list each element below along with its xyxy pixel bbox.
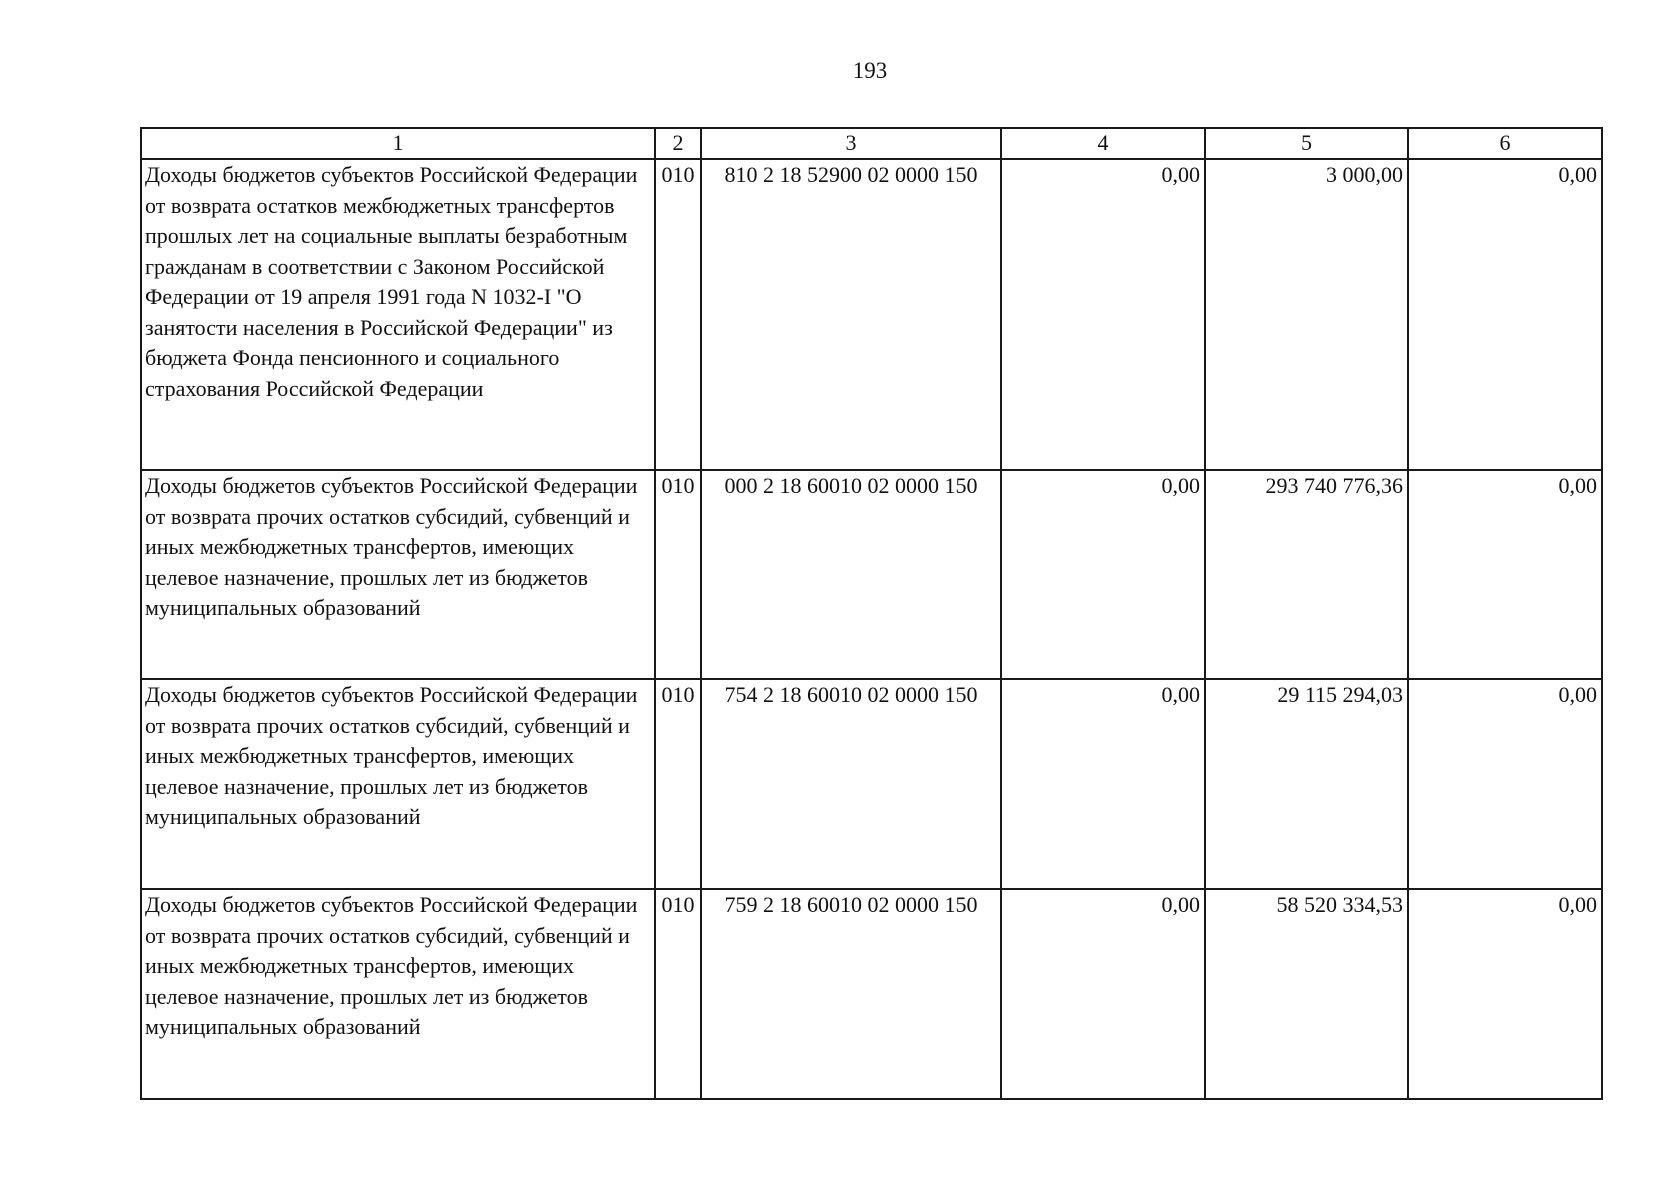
- amount-col4-cell: 0,00: [1001, 470, 1205, 679]
- amount-col5-cell: 3 000,00: [1205, 159, 1408, 470]
- table-row: [141, 470, 1602, 679]
- admin-code-cell: 010: [655, 889, 701, 1099]
- column-header-3: 3: [701, 128, 1001, 159]
- amount-col5-cell: 58 520 334,53: [1205, 889, 1408, 1099]
- page-number: 193: [852, 58, 888, 83]
- amount-col5-cell: 29 115 294,03: [1205, 679, 1408, 889]
- revenue-name-cell: Доходы бюджетов субъектов Российской Федерации от возврата остатков межбюджетных трансфертов прошлых лет на социальные выплаты безработным гражданам в соответствии с Законом Российской Федерации от 19 апреля 1991 года N 1032-I "О занятости населения в Российской Федерации" из бюджета Фонда пенсионного и социального страхования Российской Федерации: [141, 159, 655, 470]
- amount-col5-cell: 293 740 776,36: [1205, 470, 1408, 679]
- kbk-code-cell: 759 2 18 60010 02 0000 150: [701, 889, 1001, 1099]
- revenue-name-cell: Доходы бюджетов субъектов Российской Федерации от возврата прочих остатков субсидий, субвенций и иных межбюджетных трансфертов, имеющих целевое назначение, прошлых лет из бюджетов муниципальных образований: [141, 889, 655, 1099]
- amount-col6-cell: 0,00: [1408, 470, 1602, 679]
- admin-code-cell: 010: [655, 159, 701, 470]
- budget-revenue-table: [140, 127, 1603, 1100]
- admin-code-cell: 010: [655, 470, 701, 679]
- kbk-code-cell: 000 2 18 60010 02 0000 150: [701, 470, 1001, 679]
- table-row: [141, 679, 1602, 889]
- admin-code-cell: 010: [655, 679, 701, 889]
- column-header-2: 2: [655, 128, 701, 159]
- table-row: [141, 889, 1602, 1099]
- amount-col4-cell: 0,00: [1001, 889, 1205, 1099]
- column-header-6: 6: [1408, 128, 1602, 159]
- amount-col6-cell: 0,00: [1408, 889, 1602, 1099]
- column-header-5: 5: [1205, 128, 1408, 159]
- amount-col6-cell: 0,00: [1408, 679, 1602, 889]
- revenue-name-cell: Доходы бюджетов субъектов Российской Федерации от возврата прочих остатков субсидий, субвенций и иных межбюджетных трансфертов, имеющих целевое назначение, прошлых лет из бюджетов муниципальных образований: [141, 470, 655, 679]
- table-header-row: [141, 128, 1602, 159]
- table-row: [141, 159, 1602, 470]
- column-header-4: 4: [1001, 128, 1205, 159]
- amount-col4-cell: 0,00: [1001, 679, 1205, 889]
- kbk-code-cell: 754 2 18 60010 02 0000 150: [701, 679, 1001, 889]
- column-header-1: 1: [141, 128, 655, 159]
- amount-col6-cell: 0,00: [1408, 159, 1602, 470]
- amount-col4-cell: 0,00: [1001, 159, 1205, 470]
- revenue-name-cell: Доходы бюджетов субъектов Российской Федерации от возврата прочих остатков субсидий, субвенций и иных межбюджетных трансфертов, имеющих целевое назначение, прошлых лет из бюджетов муниципальных образований: [141, 679, 655, 889]
- kbk-code-cell: 810 2 18 52900 02 0000 150: [701, 159, 1001, 470]
